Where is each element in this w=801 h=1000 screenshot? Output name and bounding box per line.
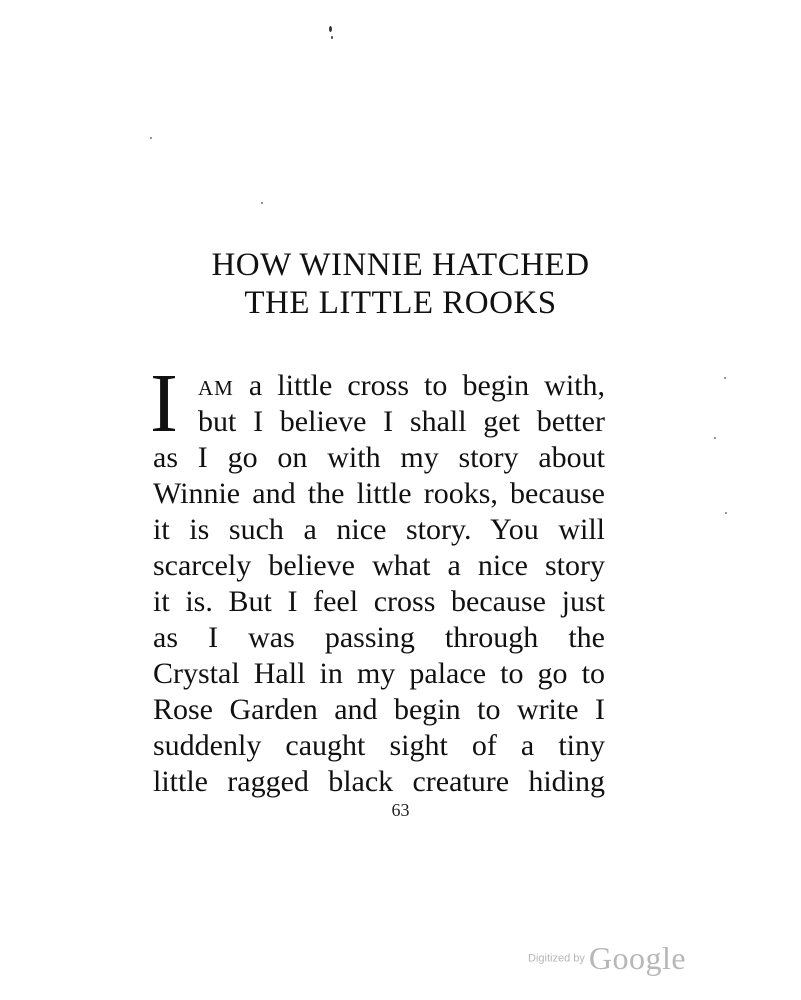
drop-cap: I [150, 357, 178, 450]
body-line-12: little ragged black creature hiding [153, 765, 605, 798]
body-line-4: Winnie and the little rooks, because [153, 477, 605, 510]
body-line-11: suddenly caught sight of a tiny [153, 729, 605, 762]
google-logo: Google [588, 940, 687, 976]
scan-speck [725, 512, 727, 514]
body-line-10: Rose Garden and begin to write I [153, 693, 605, 726]
page-number: 63 [391, 800, 410, 820]
body-line-7: it is. But I feel cross because just [153, 585, 605, 618]
scan-speck [331, 36, 333, 39]
chapter-title-line-1: HOW WINNIE HATCHED [211, 247, 590, 283]
scan-speck [714, 437, 716, 439]
small-caps-word: AM [198, 376, 234, 400]
body-line-1 [198, 368, 605, 404]
scan-speck [261, 202, 263, 204]
scan-speck [329, 26, 332, 32]
body-line-6: scarcely believe what a nice story [153, 549, 605, 582]
body-line-9: Crystal Hall in my palace to go to [153, 657, 605, 690]
body-line-5: it is such a nice story. You will [153, 513, 605, 546]
body-line-1-text: a little cross to begin with, [233, 369, 605, 402]
watermark-prefix: Digitized by [528, 952, 585, 965]
body-line-2: but I believe I shall get better [198, 405, 605, 438]
scan-speck [150, 137, 152, 139]
scan-speck [724, 377, 726, 379]
body-line-8: as I was passing through the [153, 621, 605, 654]
chapter-title-line-2: THE LITTLE ROOKS [244, 285, 557, 321]
body-line-3: as I go on with my story about [153, 441, 605, 474]
digitized-by-watermark [528, 940, 686, 977]
